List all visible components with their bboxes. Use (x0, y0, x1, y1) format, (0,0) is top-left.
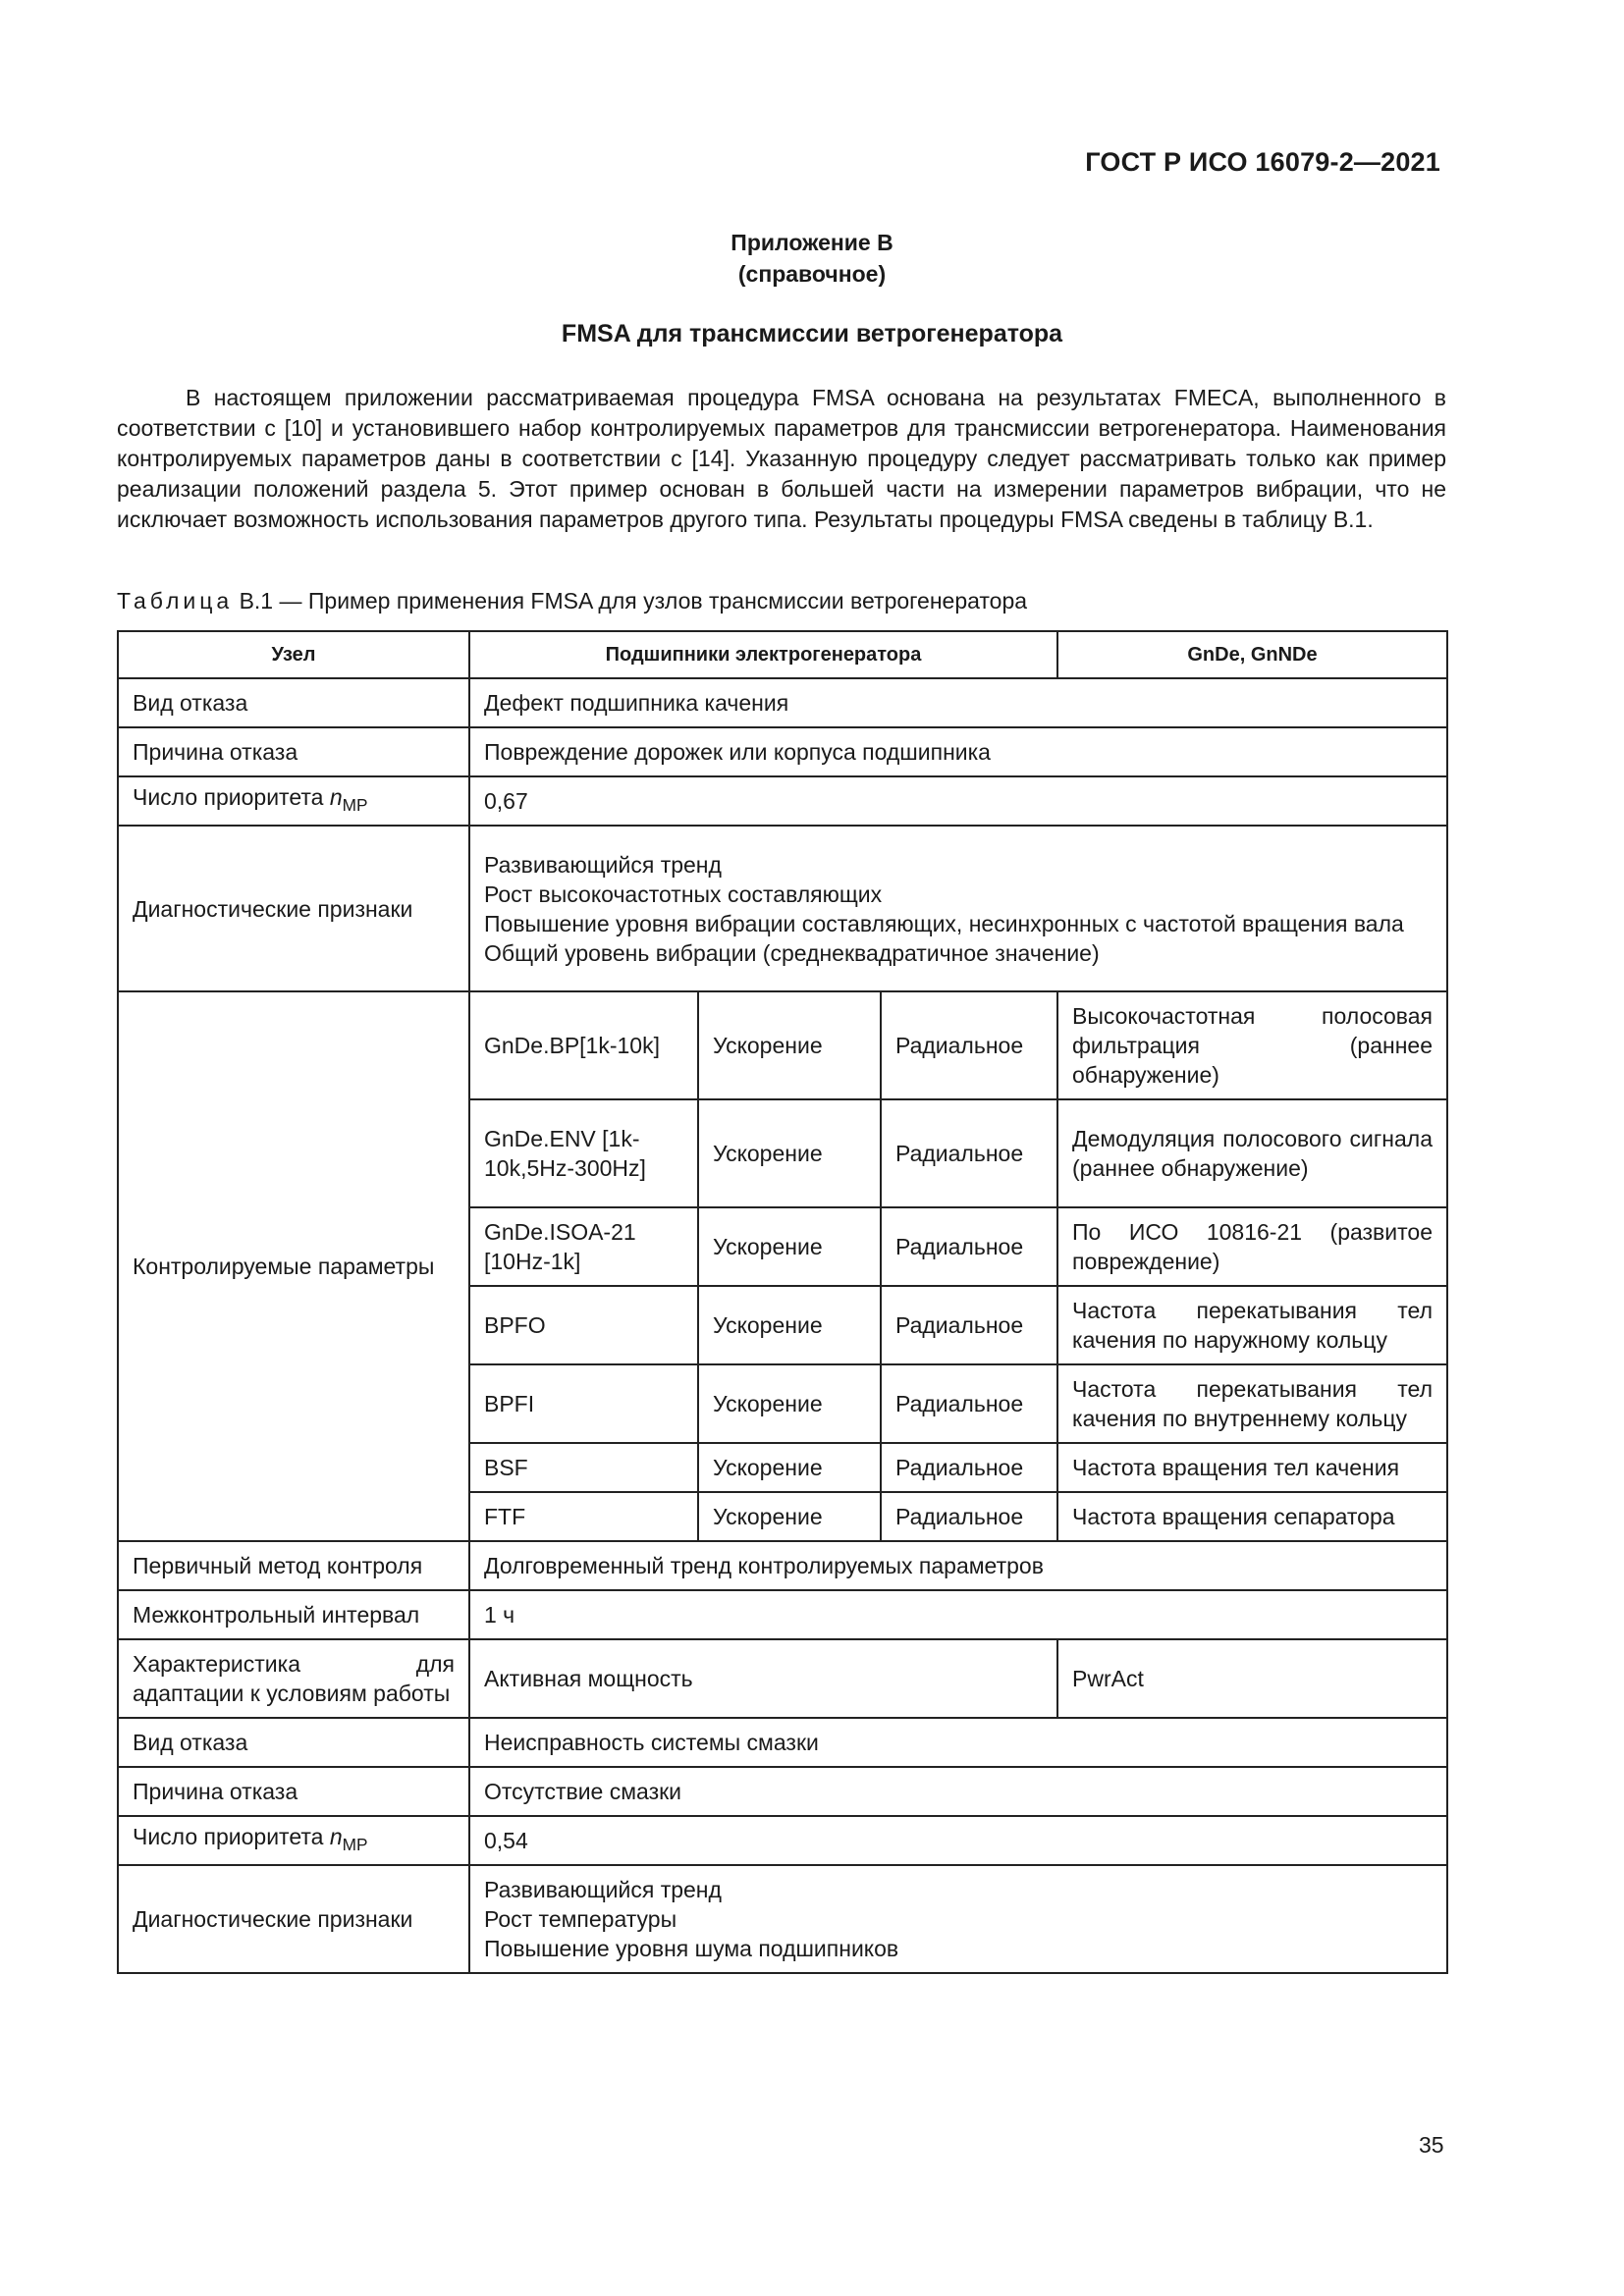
row-value: Активная мощность (469, 1639, 1057, 1718)
param-note: Частота перекатывания тел качения по внутреннему кольцу (1057, 1364, 1447, 1443)
text-line: Общий уровень вибрации (среднеквадратичное значение) (484, 939, 1100, 966)
param-direction: Радиальное (881, 1207, 1057, 1286)
param-direction: Радиальное (881, 1443, 1057, 1492)
table-row (118, 1718, 1447, 1767)
row-label: Вид отказа (118, 678, 469, 727)
table-row (118, 1639, 1447, 1718)
param-name: BSF (469, 1443, 698, 1492)
param-name: GnDe.BP[1k-10k] (469, 991, 698, 1099)
row-label: Характеристика для адаптации к условиям работы (118, 1639, 469, 1718)
row-value: Дефект подшипника качения (469, 678, 1447, 727)
annex-heading (0, 227, 1624, 290)
row-value: Отсутствие смазки (469, 1767, 1447, 1816)
param-note: Частота вращения тел качения (1057, 1443, 1447, 1492)
row-label: Вид отказа (118, 1718, 469, 1767)
row-label: Диагностические признаки (118, 1865, 469, 1973)
table-caption (117, 588, 1027, 614)
row-value: 0,54 (469, 1816, 1447, 1865)
param-row (118, 991, 1447, 1099)
row-label: Первичный метод контроля (118, 1541, 469, 1590)
param-note: Высокочастотная полосовая фильтрация (раннее обнаружение) (1057, 991, 1447, 1099)
row-value: 0,67 (469, 776, 1447, 826)
table-row (118, 1865, 1447, 1973)
param-direction: Радиальное (881, 1099, 1057, 1207)
text-line: Повышение уровня вибрации составляющих, несинхронных с частотой вращения вала (484, 910, 1404, 936)
row-value: Долговременный тренд контролируемых параметров (469, 1541, 1447, 1590)
table-row (118, 678, 1447, 727)
annex-label: Приложение В (731, 230, 893, 255)
param-note: Частота перекатывания тел качения по наружному кольцу (1057, 1286, 1447, 1364)
param-quantity: Ускорение (698, 1207, 881, 1286)
table-row (118, 826, 1447, 991)
row-value: Повреждение дорожек или корпуса подшипника (469, 727, 1447, 776)
text-line: Повышение уровня шума подшипников (484, 1936, 899, 1961)
param-direction: Радиальное (881, 1364, 1057, 1443)
table-row (118, 1590, 1447, 1639)
row-value: Неисправность системы смазки (469, 1718, 1447, 1767)
param-direction: Радиальное (881, 1492, 1057, 1541)
param-quantity: Ускорение (698, 1099, 881, 1207)
param-quantity: Ускорение (698, 1492, 881, 1541)
row-label: Межконтрольный интервал (118, 1590, 469, 1639)
param-note: По ИСО 10816-21 (развитое повреждение) (1057, 1207, 1447, 1286)
param-note: Частота вращения сепаратора (1057, 1492, 1447, 1541)
standard-designation: ГОСТ Р ИСО 16079-2—2021 (1085, 147, 1440, 177)
header-component: Подшипники электрогенератора (469, 631, 1057, 678)
priority-label: Число приоритета (133, 783, 324, 810)
priority-symbol: n (329, 1823, 343, 1849)
param-quantity: Ускорение (698, 991, 881, 1099)
param-name: GnDe.ENV [1k-10k,5Hz-300Hz] (469, 1099, 698, 1207)
table-row (118, 1767, 1447, 1816)
param-name: GnDe.ISOA-21 [10Hz-1k] (469, 1207, 698, 1286)
header-node: Узел (118, 631, 469, 678)
priority-subscript: MP (342, 795, 368, 816)
row-label (118, 1816, 469, 1865)
row-value: 1 ч (469, 1590, 1447, 1639)
annex-type: (справочное) (737, 261, 887, 287)
row-value-lines (469, 1865, 1447, 1973)
row-label: Причина отказа (118, 727, 469, 776)
row-label: Причина отказа (118, 1767, 469, 1816)
param-name: BPFO (469, 1286, 698, 1364)
param-quantity: Ускорение (698, 1443, 881, 1492)
table-row (118, 727, 1447, 776)
intro-paragraph: В настоящем приложении рассматриваемая процедура FMSA основана на результатах FMECA, выполненного в соответствии с [10] и установившего набор контролируемых параметров для трансмиссии ветрогенератора. Наименования контролируемых параметров даны в соответствии с [14]. Указанную процедуру следует рассматривать только как пример реализации положений раздела 5. Этот пример основан в большей части на измерении параметров вибрации, что не исключает возможность использования параметров другого типа. Результаты процедуры FMSA сведены в таблицу В.1. (117, 385, 1446, 532)
table-caption-text: В.1 — Пример применения FMSA для узлов трансмиссии ветрогенератора (239, 588, 1028, 614)
param-name: BPFI (469, 1364, 698, 1443)
priority-label: Число приоритета (133, 1823, 324, 1849)
page-number: 35 (1419, 2132, 1444, 2158)
param-quantity: Ускорение (698, 1286, 881, 1364)
header-codes: GnDe, GnNDe (1057, 631, 1447, 678)
param-name: FTF (469, 1492, 698, 1541)
param-direction: Радиальное (881, 1286, 1057, 1364)
priority-subscript: MP (342, 1835, 368, 1855)
text-line: Рост температуры (484, 1906, 677, 1932)
row-value-lines (469, 826, 1447, 991)
fmsa-table (117, 630, 1448, 1974)
row-label (118, 776, 469, 826)
table-caption-label: Таблица (117, 588, 234, 614)
param-direction: Радиальное (881, 991, 1057, 1099)
table-row (118, 1541, 1447, 1590)
table-row (118, 776, 1447, 826)
param-quantity: Ускорение (698, 1364, 881, 1443)
row-label: Диагностические признаки (118, 826, 469, 991)
row-code: PwrAct (1057, 1639, 1447, 1718)
text-line: Развивающийся тренд (484, 851, 722, 878)
param-note: Демодуляция полосового сигнала (раннее обнаружение) (1057, 1099, 1447, 1207)
table-header-row (118, 631, 1447, 678)
priority-symbol: n (329, 783, 343, 810)
text-line: Развивающийся тренд (484, 1877, 722, 1902)
text-line: Рост высокочастотных составляющих (484, 881, 883, 907)
table-row (118, 1816, 1447, 1865)
annex-title: FMSA для трансмиссии ветрогенератора (561, 320, 1063, 347)
params-label: Контролируемые параметры (118, 991, 469, 1541)
